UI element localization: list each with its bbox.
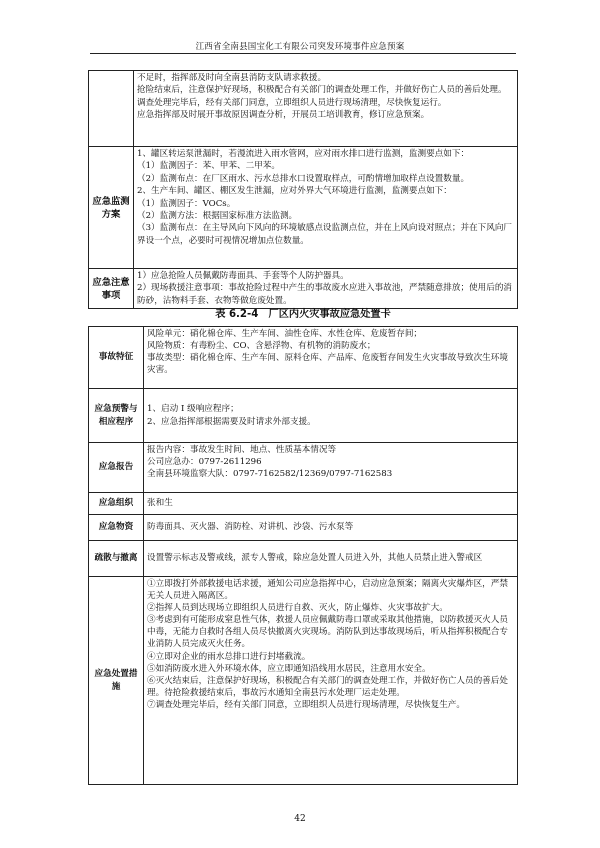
text-line: 风险单元：硝化棉仓库、生产车间、油性仓库、水性仓库、危废暂存间； <box>147 329 423 339</box>
row-content <box>134 269 518 309</box>
row-label: 应急报告 <box>89 443 144 493</box>
page-number: 42 <box>294 814 306 824</box>
text-line: （1）监测因子：苯、甲苯、二甲苯。 <box>137 161 280 172</box>
row-content <box>134 147 518 269</box>
row-label <box>89 71 134 147</box>
row-content <box>144 493 518 515</box>
row-content <box>144 541 518 577</box>
text-line: 1）应急抢险人员佩戴防毒面具、手套等个人防护器具。 <box>137 271 349 281</box>
emergency-table-continued <box>88 70 518 309</box>
text-line: 1、罐区转运泵泄漏时，若漫流进入雨水管网，应对雨水排口进行监测，监测要点如下： <box>137 149 470 159</box>
text-line: 不足时，指挥部及时向全南县消防支队请求救援。 <box>137 73 327 83</box>
row-label: 应急物资 <box>89 515 144 541</box>
row-content <box>144 515 518 541</box>
row-content <box>144 443 518 493</box>
table-row <box>89 577 518 785</box>
row-label: 应急处置措施 <box>89 577 144 785</box>
text-line: 2）现场救援注意事项：事故抢险过程中产生的事故废水应进入事故池，严禁随意排放；使用后的消防砂，沾物料手套、衣物等做危废处置。 <box>137 283 513 306</box>
text-line: 事故类型：硝化棉仓库、生产车间、原料仓库、产品库、危废暂存间发生火灾事故导致次生环境灾害。 <box>147 353 508 376</box>
row-label: 应急监测方案 <box>89 147 134 269</box>
text-line: 张和生 <box>147 498 173 509</box>
table-caption: 表 6.2-4 厂区内火灾事故应急处置卡 <box>215 309 391 320</box>
fire-accident-card-table <box>88 326 518 785</box>
text-line: （2）监测布点：在厂区雨水、污水总排水口设置取样点，可酌情增加取样点设置数量。 <box>137 173 470 184</box>
table-row <box>89 493 518 515</box>
table-row <box>89 515 518 541</box>
text-line: ⑦调查处理完毕后，经有关部门同意，立即组织人员进行现场清理，尽快恢复生产。 <box>147 699 465 710</box>
header-rule <box>90 53 516 54</box>
text-line: ①立即拨打外部救援电话求援，通知公司应急指挥中心，启动应急预案；隔离火灾爆炸区，严禁无关人员进入隔离区。 <box>147 579 508 602</box>
text-line: ③考虑到有可能形成窒息性气体，救援人员应佩戴防毒口罩或采取其他措施，以防救援灭火人员中毒，无能力自救时各组人员尽快撤离火灾现场。消防队到达事故现场后，听从指挥积极配合专业消防人员完成灭火任务。 <box>147 615 508 650</box>
text-line: 2、应急指挥部根据需要及时请求外部支援。 <box>147 416 316 427</box>
text-line: ⑥灭火结束后，注意保护好现场，积极配合有关部门的调查处理工作，并做好伤亡人员的善后处理。待抢险救援结束后，事故污水通知全南县污水处理厂运走处理。 <box>147 675 508 698</box>
row-content <box>144 577 518 785</box>
row-label: 应急预警与相应程序 <box>89 389 144 443</box>
text-line: （2）监测方法：根据国家标准方法监测。 <box>137 211 298 222</box>
text-line: 全南县环境监察大队：0797-7162582/12369/0797-7162583 <box>147 469 393 480</box>
text-line: ⑤如消防废水进入外环境水体，应立即通知沿线用水居民，注意用水安全。 <box>147 663 431 674</box>
text-line: 风险物质：有毒粉尘、CO、含悬浮物、有机物的消防废水； <box>147 341 376 352</box>
row-content <box>134 71 518 147</box>
table-row <box>89 71 518 147</box>
text-line: ④立即对企业的雨水总排口进行封堵截流。 <box>147 651 311 662</box>
table-row <box>89 389 518 443</box>
text-line: 公司应急办：0797-2611296 <box>147 457 262 468</box>
table-row <box>89 147 518 269</box>
table-row <box>89 443 518 493</box>
text-line: ②指挥人员到达现场立即组织人员进行自救、灭火，防止爆炸、火灾事故扩大。 <box>147 603 448 614</box>
row-label: 疏散与撤离 <box>89 541 144 577</box>
table-row <box>89 269 518 309</box>
row-label: 事故特征 <box>89 327 144 389</box>
row-content <box>144 327 518 389</box>
text-line: 设置警示标志及警戒线，派专人警戒，除应急处置人员进入外，其他人员禁止进入警戒区 <box>147 553 483 564</box>
row-label: 应急注意事项 <box>89 269 134 309</box>
row-content <box>144 389 518 443</box>
text-line: 抢险结束后，注意保护好现场，积极配合有关部门的调查处理工作，并做好伤亡人员的善后处理。调查处理完毕后，经有关部门同意，立即组织人员进行现场清理，尽快恢复运行。 <box>137 85 507 108</box>
table-row <box>89 541 518 577</box>
text-line: 1、启动 I 级响应程序； <box>147 404 239 415</box>
running-header: 江西省全南县国宝化工有限公司突发环境事件应急预案 <box>195 42 405 52</box>
text-line: 报告内容：事故发生时间、地点、性质基本情况等 <box>147 445 337 455</box>
text-line: 防毒面具、灭火器、消防栓、对讲机、沙袋、污水泵等 <box>147 522 354 533</box>
text-line: （1）监测因子：VOCs。 <box>137 198 236 209</box>
row-label: 应急组织 <box>89 493 144 515</box>
text-line: 2、生产车间、罐区、棚区发生泄漏，应对外界大气环境进行监测，监测要点如下： <box>137 186 452 197</box>
table-row <box>89 327 518 389</box>
text-line: （3）监测布点：在主导风向下风向的环境敏感点设监测点位，并在上风向设对照点；并在下风向厂界设一个点，必要时可视情况增加点位数量。 <box>137 223 513 246</box>
text-line: 应急指挥部及时展开事故原因调查分析，开展员工培训教育，修订应急预案。 <box>137 110 430 121</box>
